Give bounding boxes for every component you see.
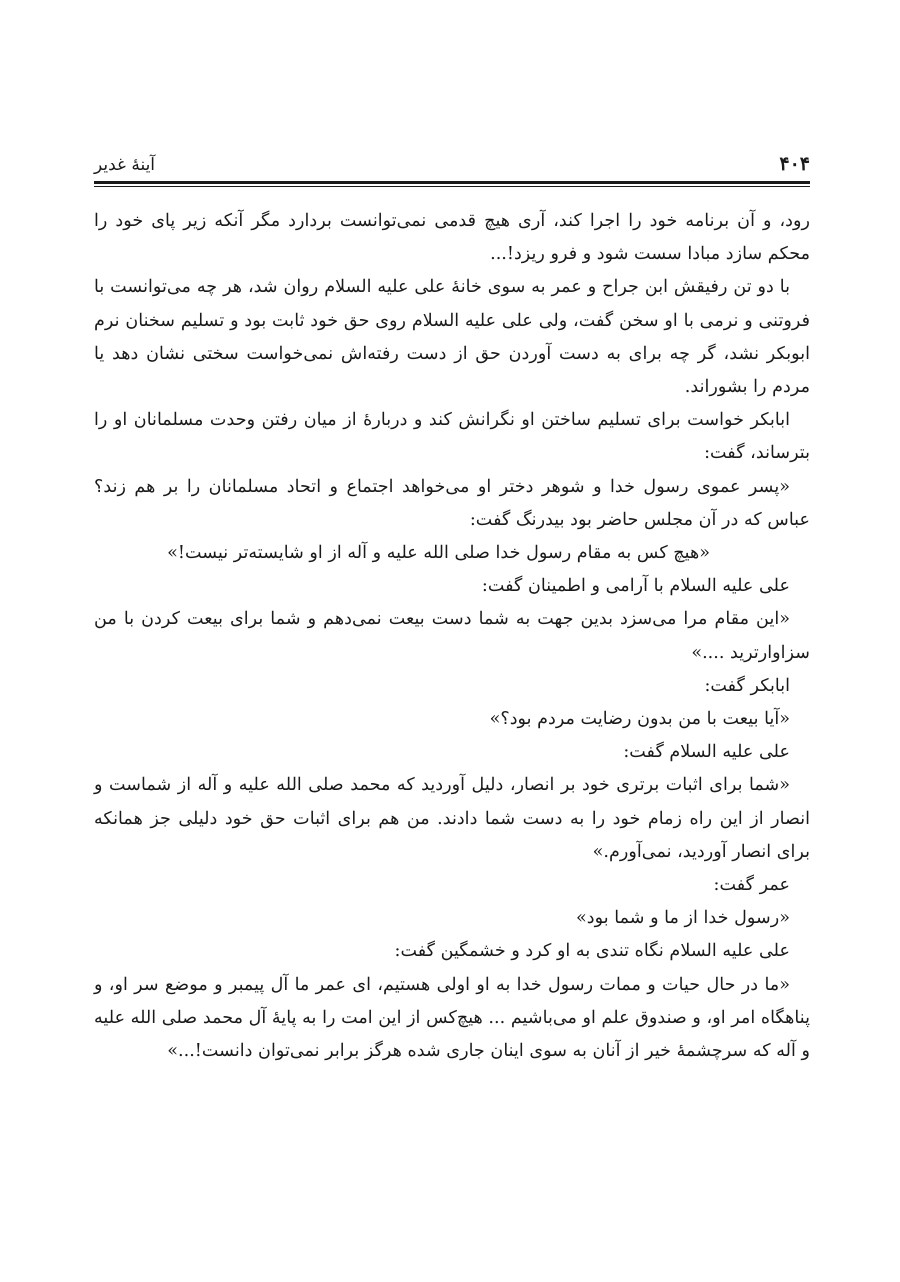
paragraph: «ما در حال حیات و ممات رسول خدا به او اولی هستیم، ای عمر ما آل پیمبر و موضع سر او، و پناهگاه امر او، و صندوق علم او می‌باشیم ... هیچ‌کس از این امت را به پایهٔ آل محمد صلی الله علیه و آله که سرچشمهٔ خیر از آنان به سوی اینان جاری شده هرگز برابر نمی‌توان دانست!...» xyxy=(94,974,810,1062)
paragraph: ابابکر گفت: xyxy=(704,675,790,696)
paragraph: «این مقام مرا می‌سزد بدین جهت به شما دست بیعت نمی‌دهم و شما برای بیعت کردن با من سزاوارترید ....» xyxy=(94,609,810,663)
header-rule-thin xyxy=(94,186,810,187)
paragraph: علی علیه السلام گفت: xyxy=(623,742,790,763)
paragraph: عمر گفت: xyxy=(713,875,790,896)
paragraph: علی علیه السلام نگاه تندی به او کرد و خشمگین گفت: xyxy=(394,941,790,962)
paragraph: ابابکر خواست برای تسلیم ساختن او نگرانش کند و دربارهٔ از میان رفتن وحدت مسلمانان او را بترساند، گفت: xyxy=(94,410,810,464)
book-title: آینهٔ غدیر xyxy=(94,155,156,175)
paragraph: «شما برای اثبات برتری خود بر انصار، دلیل آوردید که محمد صلی الله علیه و آله از شماست و انصار از این راه زمام خود را به دست شما دادند. من هم برای اثبات حق خود دلیلی جز همانکه برای انصار آوردید، نمی‌آورم.» xyxy=(94,775,810,862)
paragraph: با دو تن رفیقش ابن جراح و عمر به سوی خانهٔ علی علیه السلام روان شد، هر چه می‌توانست با فروتنی و نرمی با او سخن گفت، ولی علی علیه السلام روی حق خود ثابت بود و تسلیم سخنان نرم ابوبکر نشد، گر چه برای به دست آوردن حق از دست رفته‌اش نمی‌خواست سختی نشان دهد یا مردم را بشوراند. xyxy=(94,277,810,398)
header-rule xyxy=(94,181,810,184)
quote-line: «هیچ کس به مقام رسول خدا صلی الله علیه و آله از او شایسته‌تر نیست!» xyxy=(167,543,710,564)
quote-line: «آیا بیعت با من بدون رضایت مردم بود؟» xyxy=(489,709,790,730)
book-page xyxy=(94,145,810,1068)
paragraph: علی علیه السلام با آرامی و اطمینان گفت: xyxy=(481,576,790,597)
quote-line: «رسول خدا از ما و شما بود» xyxy=(576,908,790,929)
page-number: ۴۰۴ xyxy=(779,153,810,175)
page-body xyxy=(94,205,810,1068)
paragraph: رود، و آن برنامه خود را اجرا کند، آری هیچ قدمی نمی‌توانست بردارد مگر آنکه زیر پای خود را محکم سازد مبادا سست شود و فرو ریزد!... xyxy=(94,211,810,265)
running-header xyxy=(94,145,810,179)
paragraph: «پسر عموی رسول خدا و شوهر دختر او می‌خواهد اجتماع و اتحاد مسلمانان را بر هم زند؟ عباس که در آن مجلس حاضر بود بیدرنگ گفت: xyxy=(94,476,810,530)
